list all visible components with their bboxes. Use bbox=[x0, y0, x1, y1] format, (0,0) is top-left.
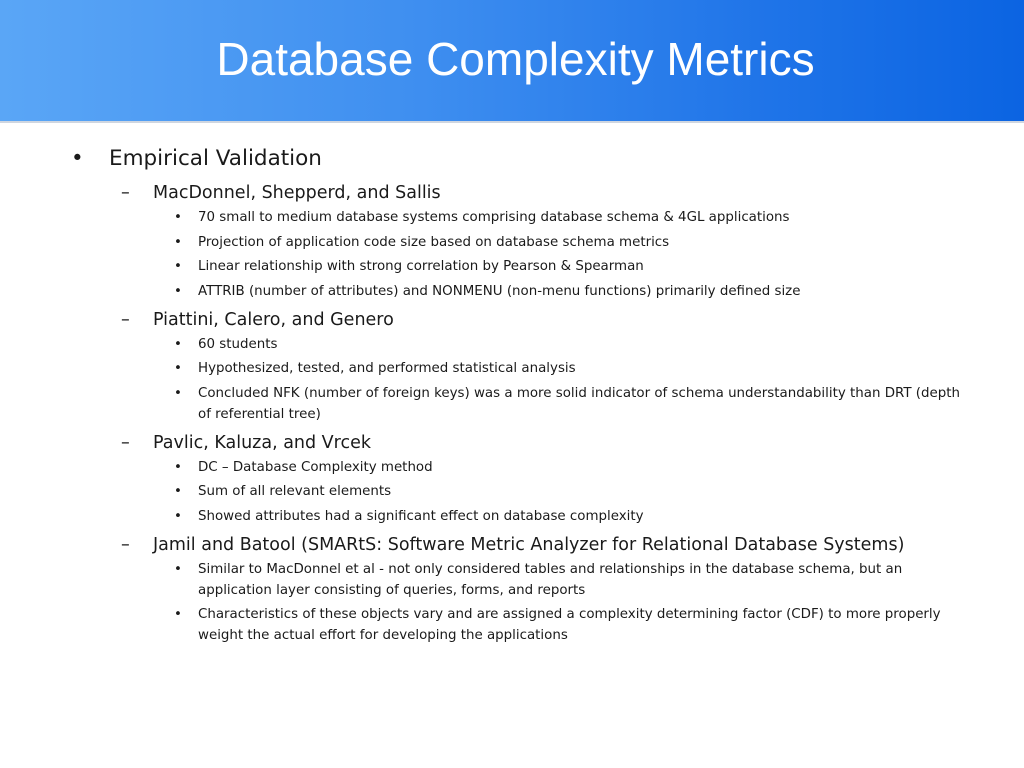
bullet-dot-icon: • bbox=[174, 283, 182, 299]
detail-item bbox=[174, 383, 968, 425]
slide-title: Database Complexity Metrics bbox=[216, 33, 815, 85]
detail-text: Linear relationship with strong correlation by Pearson & Spearman bbox=[198, 259, 644, 274]
detail-item bbox=[174, 457, 968, 478]
detail-item bbox=[174, 256, 968, 277]
detail-text: Sum of all relevant elements bbox=[198, 484, 392, 499]
dash-icon: – bbox=[121, 432, 130, 453]
dash-icon: – bbox=[121, 183, 130, 203]
bullet-dot-icon: • bbox=[174, 561, 182, 577]
detail-text: Similar to MacDonnel et al - not only considered tables and relationships in the database schema, but an application layer consisting of queries, forms, and reports bbox=[198, 561, 903, 598]
sub-bullet-text: Jamil and Batool (SMARtS: Software Metric Analyzer for Relational Database Systems) bbox=[153, 534, 905, 555]
detail-text: DC – Database Complexity method bbox=[198, 459, 433, 475]
bullet-dot-icon: • bbox=[71, 146, 84, 171]
detail-text: Showed attributes had a significant effect on database complexity bbox=[198, 508, 644, 524]
bullet-dot-icon: • bbox=[174, 259, 182, 274]
bullet-dot-icon: • bbox=[174, 361, 182, 376]
bullet-dot-icon: • bbox=[174, 508, 182, 524]
bullet-dot-icon: • bbox=[174, 385, 182, 401]
sub-bullet-item bbox=[121, 181, 1024, 205]
bullet-item bbox=[71, 145, 1024, 175]
bullet-dot-icon: • bbox=[174, 210, 182, 225]
detail-item bbox=[174, 559, 968, 601]
detail-item bbox=[174, 506, 968, 527]
detail-item bbox=[174, 232, 968, 253]
detail-item bbox=[174, 481, 968, 502]
detail-text: Concluded NFK (number of foreign keys) was a more solid indicator of schema understandability than DRT (depth of referential tree) bbox=[198, 385, 960, 422]
detail-item bbox=[174, 604, 968, 646]
detail-text: 70 small to medium database systems comprising database schema & 4GL applications bbox=[198, 210, 790, 225]
detail-text: Characteristics of these objects vary and are assigned a complexity determining factor (CDF) to more properly weight the actual effort for developing the applications bbox=[198, 607, 941, 643]
slide-body bbox=[0, 145, 1024, 650]
bullet-dot-icon: • bbox=[174, 459, 182, 475]
sub-bullet-text: Pavlic, Kaluza, and Vrcek bbox=[153, 432, 371, 453]
detail-text: Projection of application code size based on database schema metrics bbox=[198, 234, 670, 250]
detail-item bbox=[174, 207, 968, 228]
sub-bullet-item bbox=[121, 533, 1024, 557]
bullet-text: Empirical Validation bbox=[109, 146, 322, 171]
sub-bullet-item bbox=[121, 431, 1024, 455]
dash-icon: – bbox=[121, 309, 130, 330]
bullet-dot-icon: • bbox=[174, 607, 182, 622]
detail-text: Hypothesized, tested, and performed statistical analysis bbox=[198, 361, 576, 376]
detail-item bbox=[174, 281, 968, 302]
detail-item bbox=[174, 358, 968, 379]
sub-bullet-text: MacDonnel, Shepperd, and Sallis bbox=[153, 183, 441, 203]
slide-header bbox=[0, 0, 1024, 123]
detail-text: 60 students bbox=[198, 336, 278, 352]
bullet-dot-icon: • bbox=[174, 484, 182, 499]
bullet-dot-icon: • bbox=[174, 234, 182, 250]
detail-text: ATTRIB (number of attributes) and NONMENU (non-menu functions) primarily defined size bbox=[198, 283, 801, 299]
sub-bullet-text: Piattini, Calero, and Genero bbox=[153, 309, 394, 330]
sub-bullet-item bbox=[121, 308, 1024, 332]
dash-icon: – bbox=[121, 534, 130, 555]
bullet-dot-icon: • bbox=[174, 336, 182, 352]
detail-item bbox=[174, 334, 968, 355]
